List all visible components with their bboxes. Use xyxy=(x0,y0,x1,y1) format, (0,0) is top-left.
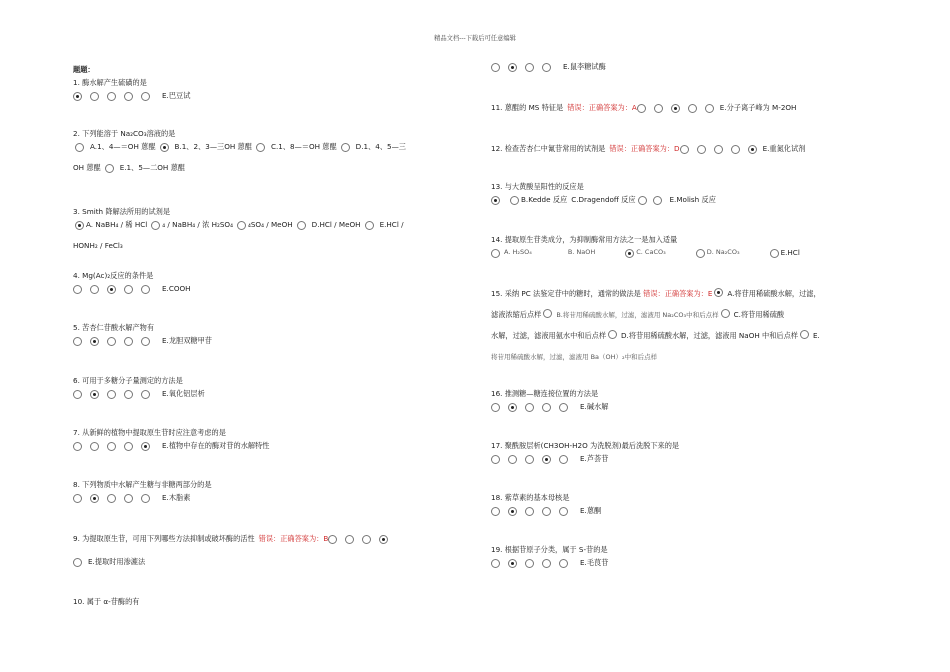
question-text: 13. 与大黄酸呈阳性的反应是 xyxy=(491,182,584,191)
option-e-label: E.分子离子峰为 M-2OH xyxy=(719,103,797,113)
option-e-label-cont: 将苷用稀硫酸水解，过滤，滤液用 Ba（OH）₂中和后点样 xyxy=(491,352,658,361)
question-17 xyxy=(491,442,826,464)
option-b-label: B. NaOH xyxy=(567,248,596,257)
radio-d[interactable] xyxy=(124,92,133,101)
radio-b[interactable] xyxy=(151,221,160,230)
radio-c[interactable] xyxy=(107,285,116,294)
radio-c[interactable] xyxy=(525,455,534,464)
question-text: 17. 聚酰胺层析(CH3OH-H2O 为洗脱剂)最后洗脱下来的是 xyxy=(491,441,680,450)
options-row xyxy=(73,337,408,346)
radio-a[interactable] xyxy=(680,145,689,154)
radio-b[interactable] xyxy=(508,63,517,72)
question-text: 5. 苦杏仁苷酸水解产物有 xyxy=(73,323,155,332)
option-e-label: E.COOH xyxy=(162,283,191,293)
radio-b[interactable] xyxy=(654,104,663,113)
question-6 xyxy=(73,377,408,399)
section-title-text: 题题： xyxy=(73,65,95,74)
options-row xyxy=(491,507,826,516)
options-row xyxy=(491,403,826,412)
radio-d[interactable] xyxy=(688,104,697,113)
question-text: 8. 下列物质中水解产生糖与非糖两部分的是 xyxy=(73,480,212,489)
radio-c[interactable] xyxy=(237,221,246,230)
question-19 xyxy=(491,546,826,568)
option-e-label: E.氧化铝层析 xyxy=(162,388,205,398)
question-text: 9. 为提取原生苷，可用下列哪些方法抑制或破坏酶的活性 xyxy=(73,534,255,544)
radio-e[interactable] xyxy=(705,104,714,113)
radio-a[interactable] xyxy=(73,442,82,451)
option-e-label: E.芦荟苷 xyxy=(580,453,609,463)
options-row xyxy=(73,390,408,399)
radio-a[interactable] xyxy=(491,63,500,72)
option-c-label: ₄SO₄ / MeOH xyxy=(247,219,293,229)
radio-d[interactable] xyxy=(124,285,133,294)
option-e-label: E.毛茛苷 xyxy=(580,557,609,567)
question-13 xyxy=(491,183,826,205)
option-e-label: E.HCl / xyxy=(379,219,404,229)
question-18 xyxy=(491,494,826,516)
radio-e[interactable] xyxy=(141,92,150,101)
options-row xyxy=(73,442,408,451)
radio-d[interactable] xyxy=(731,145,740,154)
radio-a[interactable] xyxy=(73,285,82,294)
question-2 xyxy=(73,130,408,173)
radio-d[interactable] xyxy=(124,442,133,451)
radio-e[interactable] xyxy=(141,494,150,503)
question-7 xyxy=(73,429,408,451)
radio-e[interactable] xyxy=(73,558,82,567)
radio-a[interactable] xyxy=(491,196,500,205)
option-e-label: E.植物中存在的酶对苷的水解特性 xyxy=(162,440,270,450)
question-text: 10. 属于 α-苷酶的有 xyxy=(73,597,140,606)
section-title xyxy=(73,66,408,75)
radio-e[interactable] xyxy=(559,559,568,568)
option-e-label: E.1、5—二OH 蒽醌 xyxy=(119,162,185,172)
question-10 xyxy=(73,598,408,607)
options-row xyxy=(491,249,826,258)
radio-b[interactable] xyxy=(90,92,99,101)
radio-b[interactable] xyxy=(543,309,552,318)
wrong-answer-note: 错误：正确答案为：B xyxy=(258,534,329,544)
question-text: 12. 检查苦杏仁中氰苷常用的试剂是 xyxy=(491,144,606,154)
option-a-label: A.将苷用稀硫酸水解，过滤， xyxy=(727,289,821,298)
radio-b[interactable] xyxy=(160,143,169,152)
radio-a[interactable] xyxy=(491,249,500,258)
radio-d[interactable] xyxy=(124,390,133,399)
option-e-label-cont: HONH₂ / FeCl₃ xyxy=(73,240,123,250)
option-e-label: E.重氮化试剂 xyxy=(762,144,806,154)
option-e-label: E.木脂素 xyxy=(162,492,191,502)
option-b-label: B.1、2、3—三OH 蒽醌 xyxy=(174,141,252,151)
radio-c[interactable] xyxy=(721,309,730,318)
radio-d[interactable] xyxy=(297,221,306,230)
radio-e[interactable] xyxy=(559,403,568,412)
option-e-label: E.HCl xyxy=(780,247,800,257)
question-14 xyxy=(491,236,826,258)
radio-c[interactable] xyxy=(714,145,723,154)
options-row-2 xyxy=(73,164,408,173)
question-8 xyxy=(73,481,408,503)
radio-b[interactable] xyxy=(510,196,519,205)
question-4 xyxy=(73,272,408,294)
option-e-label: E.提取时用渗漉法 xyxy=(88,557,146,567)
option-d-label: D.1、4、5—三 xyxy=(355,141,406,151)
radio-d[interactable] xyxy=(542,455,551,464)
question-text: 16. 推测糖—糖连接位置的方法是 xyxy=(491,389,599,398)
wrong-answer-note: 错误：正确答案为：A xyxy=(567,103,637,113)
question-10-options xyxy=(491,63,826,72)
option-a-label: A.1、4—＝OH 蒽醌 xyxy=(90,141,156,151)
option-c-label: C.1、8—＝OH 蒽醌 xyxy=(270,141,337,151)
radio-d[interactable] xyxy=(542,403,551,412)
radio-a[interactable] xyxy=(491,507,500,516)
radio-e[interactable] xyxy=(800,330,809,339)
radio-c[interactable] xyxy=(525,507,534,516)
options-row xyxy=(491,196,826,205)
option-b-label: ₄ / NaBH₄ / 浓 H₂SO₄ xyxy=(162,219,233,229)
options-row xyxy=(73,221,408,230)
question-text: 14. 提取原生苷类成分，为抑制酶常用方法之一是加入适量 xyxy=(491,235,678,244)
radio-c[interactable] xyxy=(525,63,534,72)
radio-c[interactable] xyxy=(107,337,116,346)
radio-b[interactable] xyxy=(508,559,517,568)
option-e-label: E.龙胆双糖甲苷 xyxy=(162,335,212,345)
options-row-2 xyxy=(73,242,408,251)
option-a-label: A. NaBH₄ / 稀 HCl xyxy=(86,219,148,229)
question-text: 3. Smith 降解法所用的试剂是 xyxy=(73,207,171,216)
question-16 xyxy=(491,390,826,412)
radio-d[interactable] xyxy=(653,196,662,205)
radio-c[interactable] xyxy=(625,249,634,258)
radio-a[interactable] xyxy=(491,455,500,464)
radio-c[interactable] xyxy=(638,196,647,205)
question-3 xyxy=(73,208,408,250)
radio-d[interactable] xyxy=(341,143,350,152)
radio-c[interactable] xyxy=(525,559,534,568)
radio-b[interactable] xyxy=(508,507,517,516)
question-text: 6. 可用于多糖分子量测定的方法是 xyxy=(73,376,183,385)
question-text: 2. 下列能溶于 Na₂CO₃溶液的是 xyxy=(73,129,176,138)
question-11 xyxy=(491,104,826,113)
radio-c[interactable] xyxy=(107,494,116,503)
option-d-label-cont: OH 蒽醌 xyxy=(73,162,101,172)
radio-e[interactable] xyxy=(141,442,150,451)
question-text: 18. 紫草素的基本母核是 xyxy=(491,493,570,502)
radio-d[interactable] xyxy=(608,330,617,339)
radio-e[interactable] xyxy=(141,285,150,294)
question-text: 15. 采纳 PC 法鉴定苷中的糖时，通常的做法是 xyxy=(491,289,641,298)
question-text: 4. Mg(Ac)₂反应的条件是 xyxy=(73,271,154,280)
option-e-label: E.Molish 反应 xyxy=(669,194,716,204)
option-e-label: E.鼠李糖试酶 xyxy=(563,62,606,72)
options-row xyxy=(491,559,826,568)
question-text: 19. 根据苷原子分类，属于 S-苷的是 xyxy=(491,545,608,554)
option-d-label: D.HCl / MeOH xyxy=(311,219,361,229)
radio-b[interactable] xyxy=(508,455,517,464)
radio-d[interactable] xyxy=(696,249,705,258)
radio-a[interactable] xyxy=(637,104,646,113)
option-b-label: B.Kedde 反应 xyxy=(521,194,568,204)
question-text: 11. 蒽醌的 MS 特征是 xyxy=(491,103,564,113)
radio-a[interactable] xyxy=(714,288,723,297)
question-line xyxy=(491,145,826,154)
radio-e[interactable] xyxy=(770,249,779,258)
options-row xyxy=(73,285,408,294)
options-row xyxy=(73,143,408,152)
radio-a[interactable] xyxy=(73,494,82,503)
radio-b[interactable] xyxy=(90,390,99,399)
question-line xyxy=(491,104,826,113)
radio-b[interactable] xyxy=(345,535,354,544)
question-9 xyxy=(73,535,408,567)
options-row xyxy=(491,63,826,72)
question-15 xyxy=(491,284,826,368)
radio-e[interactable] xyxy=(105,164,114,173)
option-a-label: A. H₂SO₄ xyxy=(504,248,532,257)
radio-b[interactable] xyxy=(508,403,517,412)
question-text: 1. 酶水解产生硫磺的是 xyxy=(73,78,147,87)
radio-a[interactable] xyxy=(491,403,500,412)
radio-c[interactable] xyxy=(362,535,371,544)
radio-c[interactable] xyxy=(256,143,265,152)
radio-c[interactable] xyxy=(107,92,116,101)
option-e-label: E.巴豆试 xyxy=(162,90,191,100)
option-c-label: C. CaCO₃ xyxy=(636,248,666,257)
radio-d[interactable] xyxy=(542,507,551,516)
radio-a[interactable] xyxy=(73,390,82,399)
radio-a[interactable] xyxy=(491,559,500,568)
radio-d[interactable] xyxy=(379,535,388,544)
radio-a[interactable] xyxy=(75,143,84,152)
options-row xyxy=(73,558,408,567)
question-line xyxy=(73,535,408,544)
question-12 xyxy=(491,145,826,154)
question-text: 7. 从新鲜的植物中提取原生苷时应注意考虑的是 xyxy=(73,428,226,437)
radio-a[interactable] xyxy=(328,535,337,544)
radio-e[interactable] xyxy=(141,337,150,346)
option-b-label: B.将苷用稀硫酸水解，过滤，滤液用 Na₂CO₃中和后点样 xyxy=(556,310,719,319)
radio-e[interactable] xyxy=(559,507,568,516)
option-c-label: C.将苷用稀硫酸 xyxy=(733,309,785,319)
options-row xyxy=(73,92,408,101)
radio-b[interactable] xyxy=(90,494,99,503)
radio-d[interactable] xyxy=(542,559,551,568)
option-d-label: D. Na₂CO₃ xyxy=(706,248,740,257)
question-1 xyxy=(73,79,408,101)
radio-d[interactable] xyxy=(124,337,133,346)
radio-b[interactable] xyxy=(90,442,99,451)
radio-e[interactable] xyxy=(748,145,757,154)
radio-e[interactable] xyxy=(365,221,374,230)
radio-d[interactable] xyxy=(124,494,133,503)
option-e-label: E.蒽酮 xyxy=(580,505,602,515)
radio-c[interactable] xyxy=(671,104,680,113)
wrong-answer-note: 错误：正确答案为：D xyxy=(609,144,680,154)
radio-c[interactable] xyxy=(525,403,534,412)
question-5 xyxy=(73,324,408,346)
radio-c[interactable] xyxy=(107,442,116,451)
option-c-label: C.Dragendoff 反应 xyxy=(571,194,636,204)
radio-b[interactable] xyxy=(90,285,99,294)
option-c-label-cont: 水解，过滤，滤液用氨水中和后点样 xyxy=(491,330,607,340)
radio-c[interactable] xyxy=(107,390,116,399)
radio-b[interactable] xyxy=(90,337,99,346)
radio-a[interactable] xyxy=(75,221,84,230)
option-d-label: D.将苷用稀硫酸水解，过滤，滤液用 NaOH 中和后点样 xyxy=(621,330,798,340)
radio-e[interactable] xyxy=(141,390,150,399)
options-row xyxy=(73,494,408,503)
radio-d[interactable] xyxy=(542,63,551,72)
option-e-label: E.碱水解 xyxy=(580,401,609,411)
option-a-label-cont: 滤液浓缩后点样 xyxy=(491,309,542,319)
option-e-label: E. xyxy=(813,330,820,340)
wrong-answer-note: 错误：正确答案为：E xyxy=(643,289,713,298)
options-row xyxy=(491,455,826,464)
radio-e[interactable] xyxy=(559,455,568,464)
radio-a[interactable] xyxy=(73,92,82,101)
radio-a[interactable] xyxy=(73,337,82,346)
radio-b[interactable] xyxy=(697,145,706,154)
page-header: 精品文档---下载后可任意编辑 xyxy=(434,35,516,42)
